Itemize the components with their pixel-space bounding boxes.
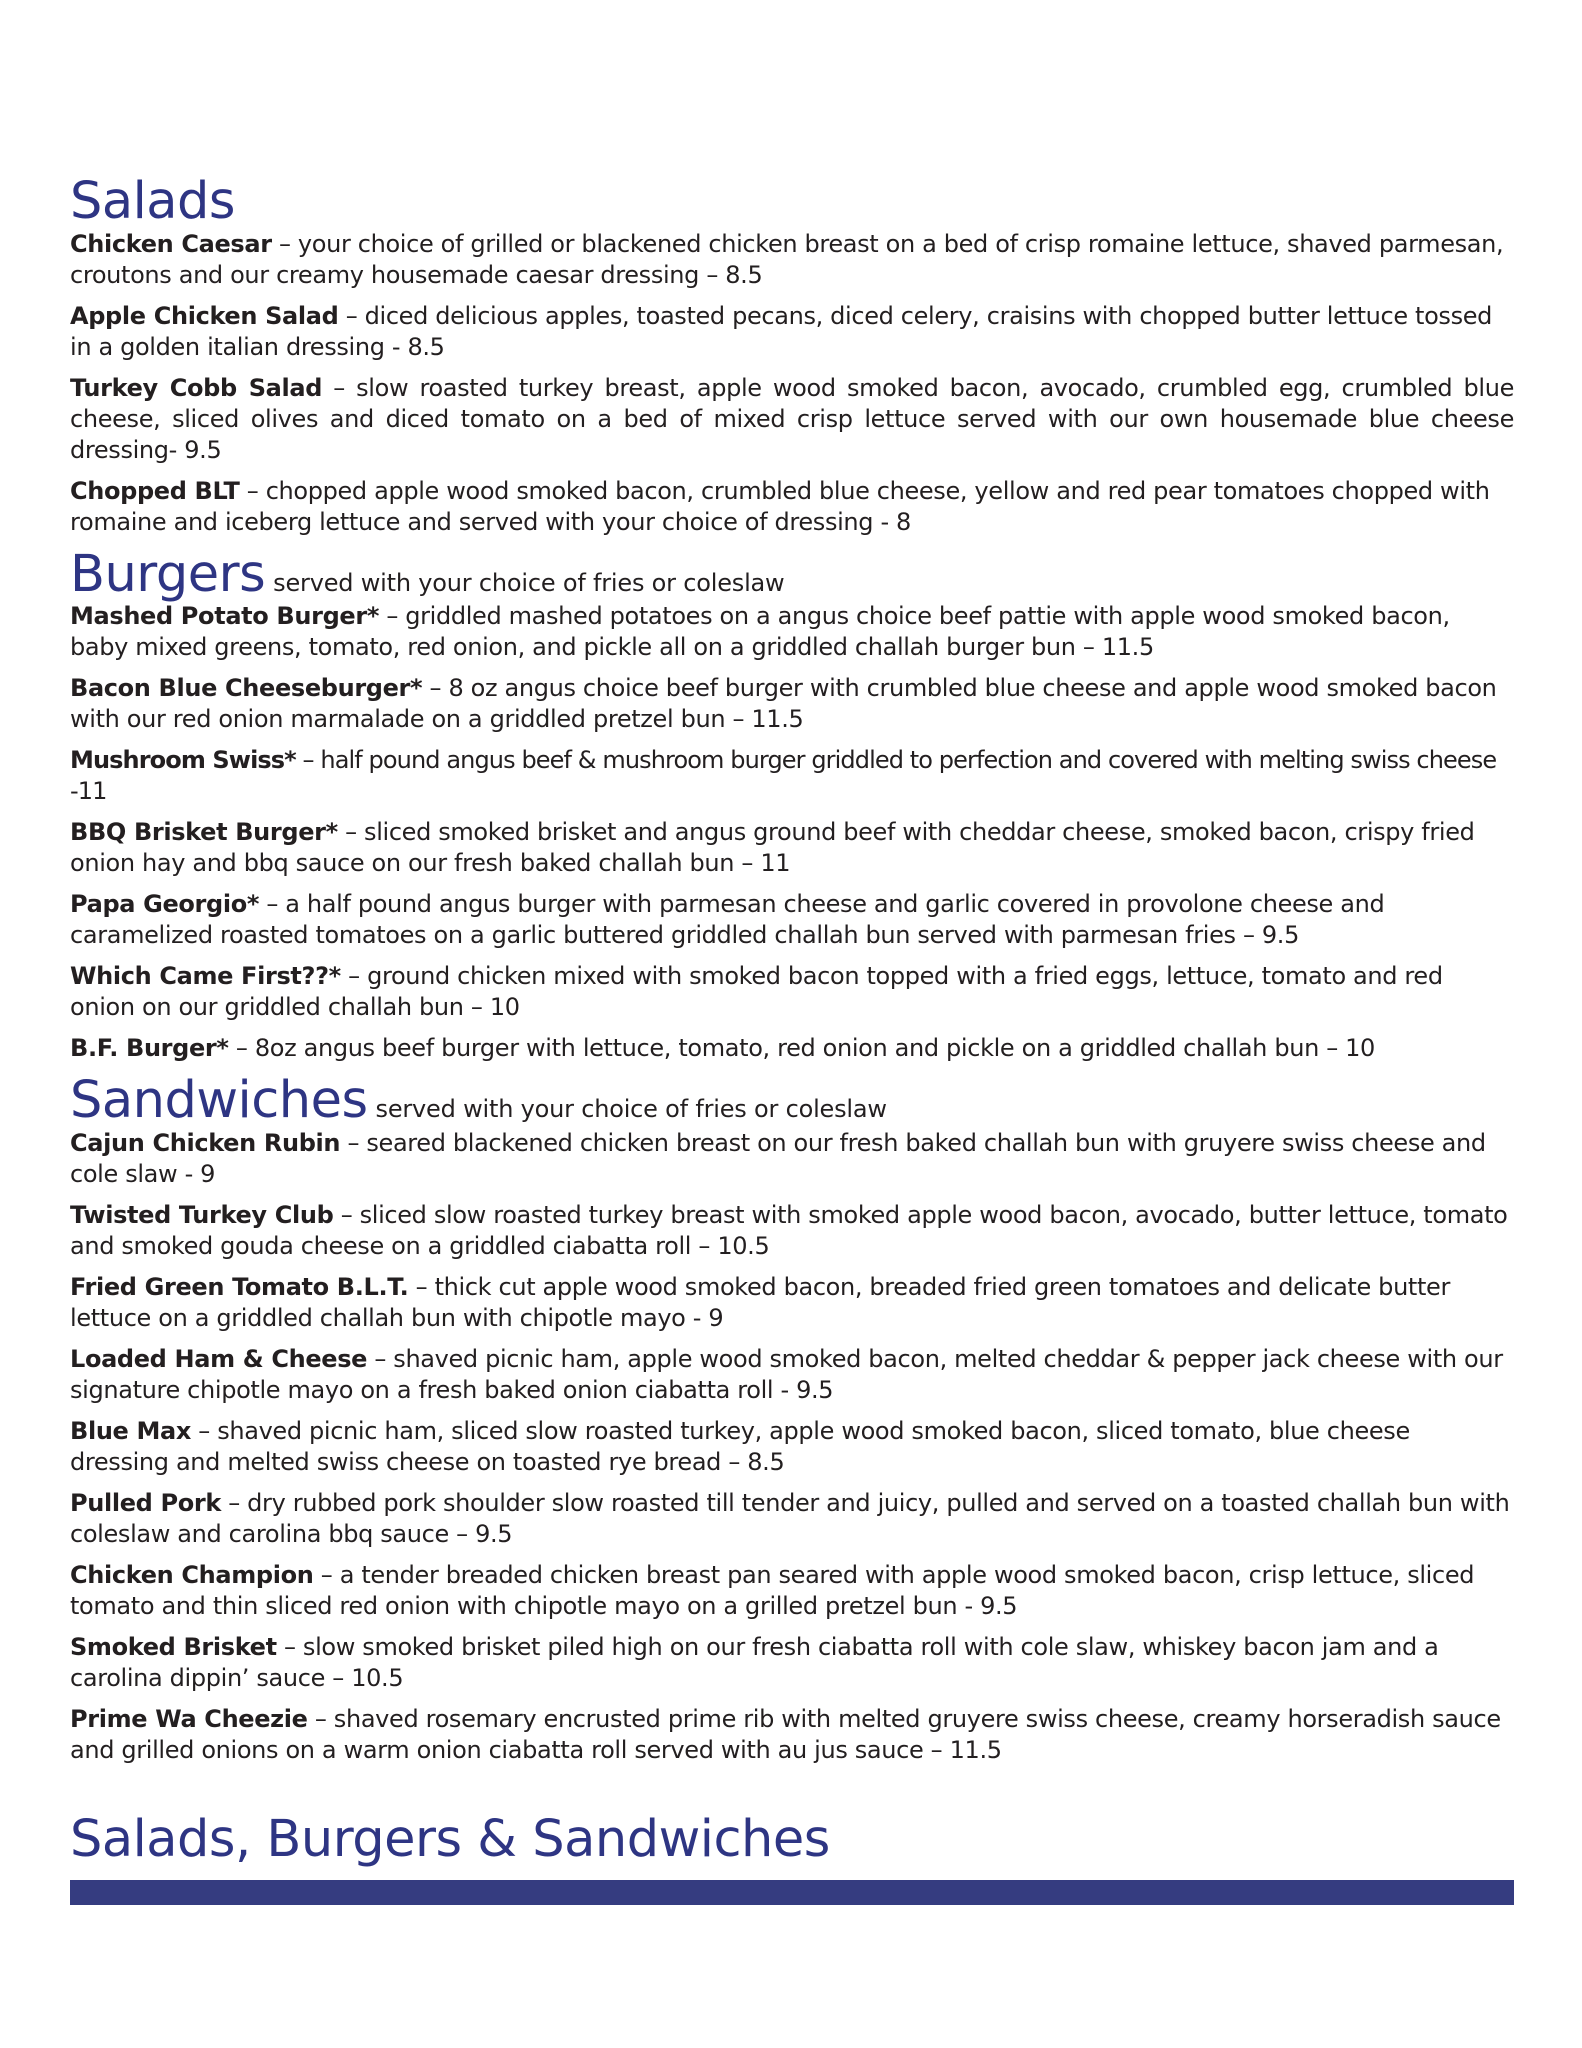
- menu-item-description: – sliced slow roasted turkey breast with smoked apple wood bacon, avocado, butter lettuce, tomato and smoked gouda cheese on a griddled ciabatta roll – 10.5: [70, 1200, 1508, 1260]
- menu-item-description: – shaved picnic ham, sliced slow roasted turkey, apple wood smoked bacon, sliced tomato, blue cheese dressing and melted swiss cheese on toasted rye bread – 8.5: [70, 1416, 1410, 1476]
- menu-item-description: – chopped apple wood smoked bacon, crumbled blue cheese, yellow and red pear tomatoes chopped with romaine and iceberg lettuce and served with your choice of dressing - 8: [70, 476, 1490, 536]
- burgers-title: Burgers: [70, 544, 266, 604]
- menu-item-description: – shaved rosemary encrusted prime rib with melted gruyere swiss cheese, creamy horseradish sauce and grilled onions on a warm onion ciabatta roll served with au jus sauce – 11.5: [70, 1704, 1501, 1764]
- menu-page-title: Salads, Burgers & Sandwiches: [70, 1810, 830, 1869]
- menu-item-name: Chicken Caesar: [70, 229, 272, 258]
- menu-item-smoked-brisket: [70, 1632, 1514, 1694]
- menu-item-name: B.F. Burger*: [70, 1034, 229, 1063]
- menu-item-description: – griddled mashed potatoes on a angus choice beef pattie with apple wood smoked bacon, baby mixed greens, tomato, red onion, and pickle all on a griddled challah burger bun – 11.5: [70, 602, 1450, 662]
- menu-item-description: – 8oz angus beef burger with lettuce, tomato, red onion and pickle on a griddled challah bun – 10: [228, 1034, 1375, 1063]
- menu-item-name: Mushroom Swiss*: [70, 746, 296, 775]
- menu-item-chopped-blt: [70, 476, 1514, 538]
- menu-item-description: – 8 oz angus choice beef burger with crumbled blue cheese and apple wood smoked bacon with our red onion marmalade on a griddled pretzel bun – 11.5: [70, 674, 1497, 734]
- menu-item-name: Bacon Blue Cheeseburger*: [70, 674, 423, 703]
- sandwiches-list: [70, 1128, 1514, 1766]
- menu-item-description: – slow smoked brisket piled high on our fresh ciabatta roll with cole slaw, whiskey bacon jam and a carolina dippin’ sauce – 10.5: [70, 1632, 1439, 1692]
- menu-item-description: – thick cut apple wood smoked bacon, breaded fried green tomatoes and delicate butter lettuce on a griddled challah bun with chipotle mayo - 9: [70, 1272, 1450, 1332]
- menu-item-turkey-cobb-salad: [70, 373, 1514, 466]
- menu-item-chicken-caesar: [70, 229, 1514, 291]
- footer-bar: [70, 1880, 1514, 1905]
- menu-item-chicken-champion: [70, 1560, 1514, 1622]
- menu-item-name: Fried Green Tomato B.L.T.: [70, 1272, 409, 1301]
- menu-item-description: – seared blackened chicken breast on our fresh baked challah bun with gruyere swiss cheese and cole slaw - 9: [70, 1128, 1486, 1188]
- burgers-list: [70, 601, 1514, 1064]
- salads-heading: [70, 172, 1514, 231]
- menu-item-papa-georgio: [70, 889, 1514, 951]
- menu-page: [70, 172, 1515, 1776]
- menu-item-name: Loaded Ham & Cheese: [70, 1344, 368, 1373]
- burgers-heading: [70, 544, 1514, 604]
- menu-item-description: – a tender breaded chicken breast pan seared with apple wood smoked bacon, crisp lettuce, sliced tomato and thin sliced red onion with chipotle mayo on a grilled pretzel bun - 9.5: [70, 1560, 1475, 1620]
- menu-item-name: Mashed Potato Burger*: [70, 602, 380, 631]
- sandwiches-heading: [70, 1071, 1514, 1131]
- menu-item-name: BBQ Brisket Burger*: [70, 818, 338, 847]
- menu-item-name: Twisted Turkey Club: [70, 1200, 334, 1229]
- menu-item-name: Prime Wa Cheezie: [70, 1704, 308, 1733]
- menu-item-bf-burger: [70, 1033, 1514, 1064]
- menu-item-bbq-brisket-burger: [70, 817, 1514, 879]
- menu-item-name: Pulled Pork: [70, 1488, 221, 1517]
- menu-item-fried-green-tomato-blt: [70, 1272, 1514, 1334]
- sandwiches-section: [70, 1071, 1514, 1766]
- menu-item-name: Turkey Cobb Salad: [70, 373, 323, 402]
- salads-list: [70, 229, 1514, 538]
- menu-item-name: Blue Max: [70, 1416, 191, 1445]
- menu-item-name: Which Came First??*: [70, 962, 341, 991]
- menu-item-apple-chicken-salad: [70, 301, 1514, 363]
- menu-item-name: Chicken Champion: [70, 1560, 314, 1589]
- menu-item-description: – ground chicken mixed with smoked bacon topped with a fried eggs, lettuce, tomato and red onion on our griddled challah bun – 10: [70, 962, 1443, 1022]
- menu-item-which-came-first: [70, 961, 1514, 1023]
- menu-item-name: Apple Chicken Salad: [70, 301, 339, 330]
- menu-item-bacon-blue-cheeseburger: [70, 673, 1514, 735]
- sandwiches-subtitle: served with your choice of fries or coleslaw: [375, 1095, 887, 1124]
- menu-item-mushroom-swiss: [70, 745, 1514, 807]
- salads-section: [70, 172, 1515, 538]
- menu-item-description: – half pound angus beef & mushroom burger griddled to perfection and covered with melting swiss cheese -11: [70, 746, 1497, 806]
- salads-title: Salads: [70, 172, 235, 231]
- menu-item-description: – sliced smoked brisket and angus ground beef with cheddar cheese, smoked bacon, crispy fried onion hay and bbq sauce on our fresh baked challah bun – 11: [70, 818, 1475, 878]
- menu-item-name: Smoked Brisket: [70, 1632, 277, 1661]
- menu-item-twisted-turkey-club: [70, 1200, 1514, 1262]
- menu-item-description: – a half pound angus burger with parmesan cheese and garlic covered in provolone cheese and caramelized roasted tomatoes on a garlic buttered griddled challah bun served with parmesan fries – 9.5: [70, 890, 1385, 950]
- menu-item-name: Papa Georgio*: [70, 890, 260, 919]
- menu-item-description: – your choice of grilled or blackened chicken breast on a bed of crisp romaine lettuce, shaved parmesan, croutons and our creamy housemade caesar dressing – 8.5: [70, 229, 1504, 289]
- menu-item-description: – dry rubbed pork shoulder slow roasted till tender and juicy, pulled and served on a toasted challah bun with coleslaw and carolina bbq sauce – 9.5: [70, 1488, 1510, 1548]
- menu-item-blue-max: [70, 1416, 1514, 1478]
- menu-item-description: – shaved picnic ham, apple wood smoked bacon, melted cheddar & pepper jack cheese with our signature chipotle mayo on a fresh baked onion ciabatta roll - 9.5: [70, 1344, 1503, 1404]
- menu-item-description: – diced delicious apples, toasted pecans, diced celery, craisins with chopped butter lettuce tossed in a golden italian dressing - 8.5: [70, 301, 1493, 361]
- sandwiches-title: Sandwiches: [70, 1071, 368, 1131]
- menu-item-cajun-chicken-rubin: [70, 1128, 1514, 1190]
- menu-item-loaded-ham-cheese: [70, 1344, 1514, 1406]
- burgers-subtitle: served with your choice of fries or coleslaw: [273, 568, 785, 597]
- menu-item-name: Chopped BLT: [70, 476, 240, 505]
- burgers-section: [70, 544, 1514, 1065]
- menu-item-pulled-pork: [70, 1488, 1514, 1550]
- menu-item-mashed-potato-burger: [70, 601, 1514, 663]
- menu-item-name: Cajun Chicken Rubin: [70, 1128, 341, 1157]
- menu-item-prime-wa-cheezie: [70, 1704, 1514, 1766]
- menu-item-description: – slow roasted turkey breast, apple wood smoked bacon, avocado, crumbled egg, crumbled blue cheese, sliced olives and diced tomato on a bed of mixed crisp lettuce served with our own housemade blue cheese dressing- 9.5: [70, 373, 1515, 464]
